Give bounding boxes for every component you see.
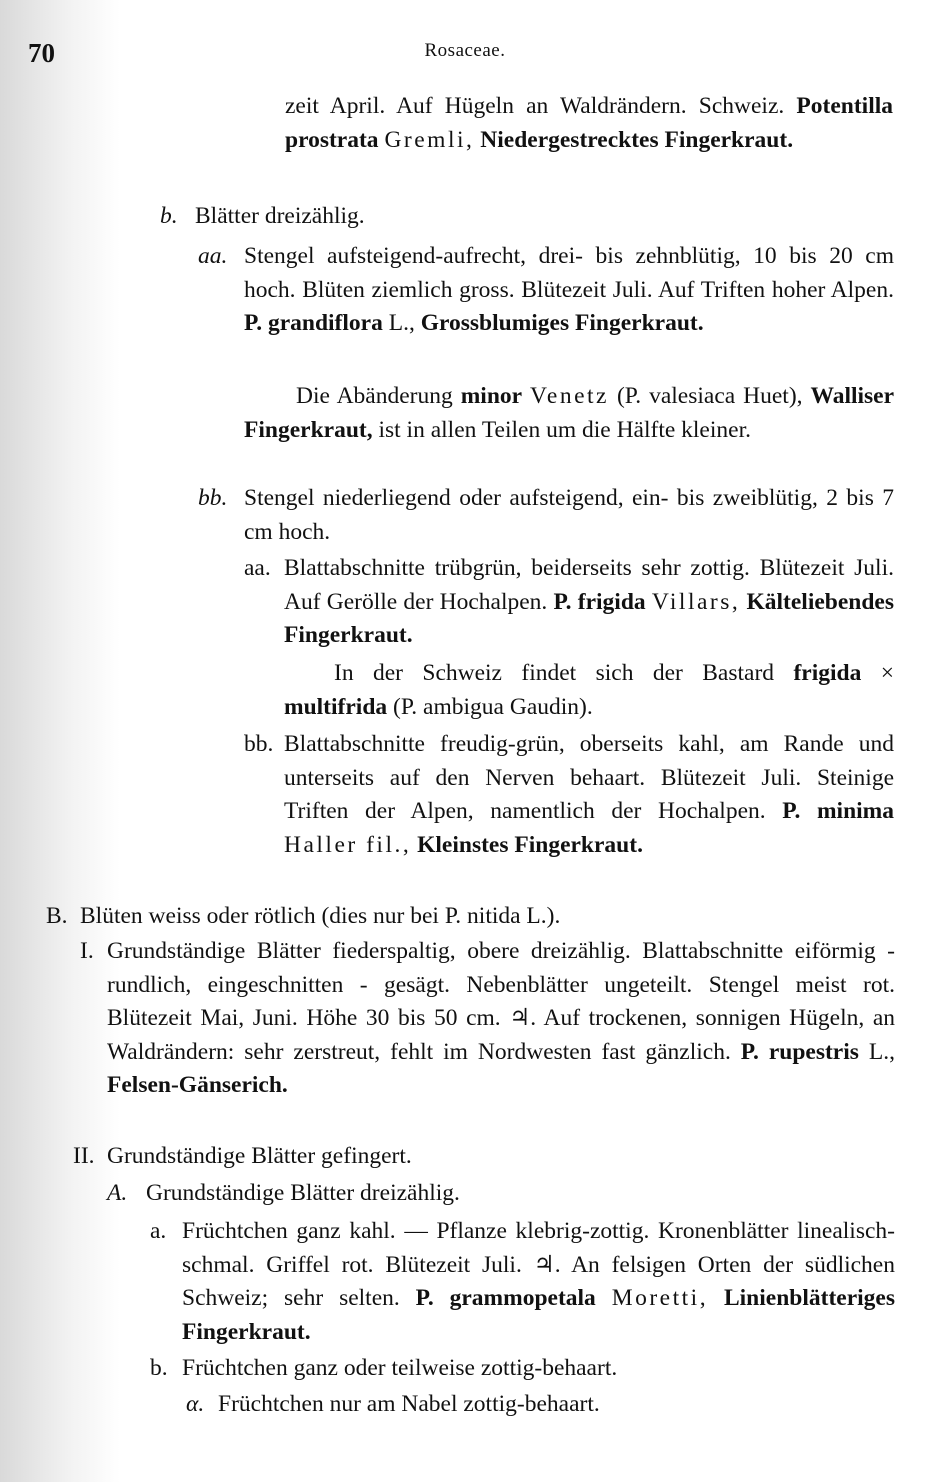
- key-marker: B.: [46, 903, 68, 929]
- entry-text: Grundständige Blätter dreizählig.: [146, 1180, 460, 1206]
- key-marker: II.: [73, 1143, 95, 1169]
- entry-rupestris: [107, 935, 895, 1103]
- key-II: [107, 1140, 895, 1174]
- author-name: L.,: [868, 1038, 895, 1065]
- entry-text: Grundständige Blätter gefingert.: [107, 1143, 412, 1169]
- species-name: P. minima: [782, 798, 894, 824]
- common-name: Walliser Fingerkraut,: [244, 383, 895, 443]
- key-A: [146, 1177, 895, 1211]
- entry-text: Grundständige Blätter fiederspaltig, obere dreizählig. Blattabschnitte eiförmig - rundlich, eingeschnitten - gesägt. Nebenblätter ungeteilt. Stengel meist rot. Blütezeit Mai, Juni. Höhe 30 bis 50 cm. ♃. Auf trockenen, sonnigen Hügeln, an Waldrändern: sehr zerstreut, fehlt im Nordwesten fast gänzlich.: [107, 938, 895, 1065]
- author-name: Villars,: [651, 588, 741, 615]
- page-shadow: [0, 0, 120, 1482]
- author-name: Haller fil.,: [284, 831, 412, 858]
- species-name: P. grandiflora: [244, 310, 383, 336]
- key-marker: bb.: [244, 731, 274, 757]
- key-marker: I.: [80, 938, 94, 964]
- common-name: Kälteliebendes Fingerkraut.: [284, 588, 895, 648]
- key-marker: b.: [150, 1355, 168, 1381]
- entry-text: Blattabschnitte freudig-grün, oberseits kahl, am Rande und unterseits auf den Nerven behaart. Blütezeit Juli. Steinige Triften der Alpen, namentlich der Hochalpen.: [284, 731, 894, 824]
- entry-prostrata: [285, 90, 893, 157]
- key-marker: α.: [186, 1391, 205, 1417]
- key-marker: a.: [150, 1218, 167, 1244]
- page-number: 70: [28, 38, 55, 68]
- common-name: Felsen-Gänserich.: [107, 1072, 288, 1098]
- entry-grandiflora: [244, 240, 894, 341]
- running-head: Rosaceae.: [424, 40, 506, 61]
- key-alpha: [218, 1388, 895, 1422]
- entry-text: Blüten weiss oder rötlich (dies nur bei P. nitida L.).: [80, 903, 561, 929]
- species-name: P. rupestris: [740, 1038, 859, 1065]
- variety-name: minor: [460, 383, 523, 409]
- entry-hybrid: [284, 657, 894, 724]
- key-B: [80, 900, 895, 934]
- entry-minor: [244, 380, 894, 447]
- key-b: [195, 200, 895, 234]
- entry-minima: [284, 728, 894, 862]
- author-name: L.,: [388, 310, 415, 336]
- common-name: Grossblumiges Fingerkraut.: [420, 310, 704, 336]
- common-name: Kleinstes Fingerkraut.: [417, 831, 643, 858]
- entry-frigida: [284, 552, 894, 653]
- author-name: Gremli,: [384, 126, 475, 153]
- entry-text: Blätter dreizählig.: [195, 203, 365, 229]
- page-header: [0, 38, 930, 78]
- key-bb: [244, 482, 894, 549]
- common-name: Niedergestrecktes Fingerkraut.: [480, 126, 794, 153]
- key-marker: bb.: [198, 485, 228, 511]
- species-name: multifrida: [284, 693, 388, 720]
- entry-text: zeit April. Auf Hügeln an Waldrändern. Schweiz.: [285, 93, 785, 119]
- cross-symbol: ×: [880, 660, 895, 686]
- key-marker: b.: [160, 203, 178, 229]
- entry-text: (P. ambigua Gaudin).: [393, 693, 593, 720]
- species-name: frigida: [793, 660, 862, 686]
- species-name: Potentilla prostrata: [285, 93, 893, 153]
- entry-text: Blattabschnitte trübgrün, beiderseits sehr zottig. Blütezeit Juli. Auf Gerölle der Hochalpen.: [284, 555, 894, 615]
- entry-text: Die Abänderung: [296, 383, 453, 409]
- species-name: P. grammopetala: [415, 1285, 596, 1311]
- entry-text: Früchtchen ganz kahl. — Pflanze klebrig-zottig. Kronenblätter linealisch-schmal. Griffel rot. Blütezeit Juli. ♃. An felsigen Orten der südlichen Schweiz; sehr selten.: [182, 1218, 895, 1311]
- author-name: Moretti,: [611, 1285, 709, 1311]
- key-b2: [182, 1352, 895, 1386]
- entry-text: Stengel niederliegend oder aufsteigend, ein- bis zweiblütig, 2 bis 7 cm hoch.: [244, 485, 894, 545]
- entry-text: Früchtchen nur am Nabel zottig-behaart.: [218, 1391, 600, 1417]
- entry-text: In der Schweiz findet sich der Bastard: [334, 660, 775, 686]
- entry-text: Früchtchen ganz oder teilweise zottig-behaart.: [182, 1355, 618, 1381]
- key-marker: aa.: [244, 555, 271, 581]
- common-name: Linienblätteriges Fingerkraut.: [182, 1285, 895, 1345]
- entry-grammopetala: [182, 1215, 895, 1349]
- author-name: Venetz: [530, 383, 609, 409]
- key-marker: aa.: [198, 243, 228, 269]
- entry-text: (P. valesiaca Huet),: [616, 383, 803, 409]
- key-marker: A.: [107, 1180, 128, 1206]
- entry-text: ist in allen Teilen um die Hälfte kleiner.: [378, 416, 751, 443]
- species-name: P. frigida: [553, 588, 646, 615]
- entry-text: Stengel aufsteigend-aufrecht, drei- bis zehnblütig, 10 bis 20 cm hoch. Blüten ziemlich gross. Blütezeit Juli. Auf Triften hoher Alpen.: [244, 243, 894, 303]
